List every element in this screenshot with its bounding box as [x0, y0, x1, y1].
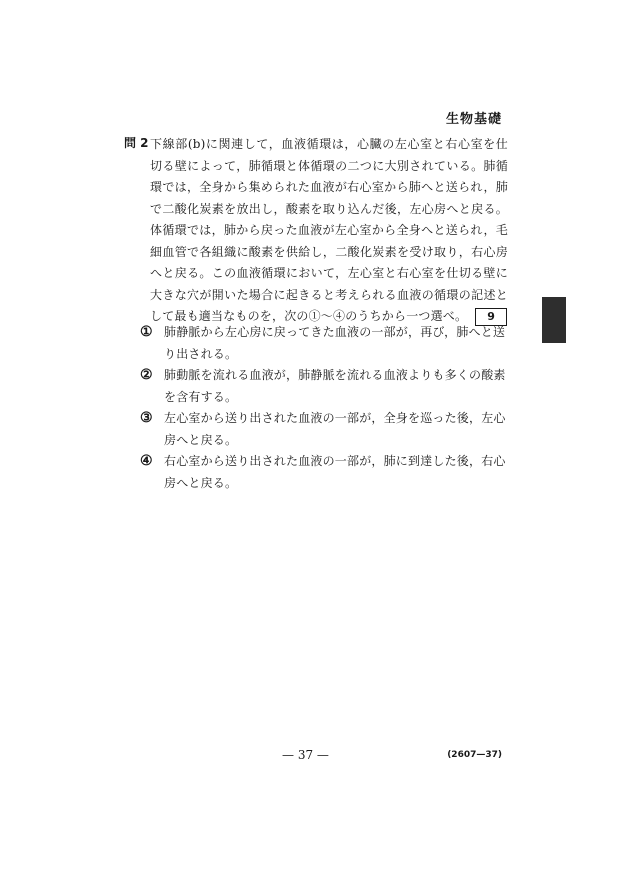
choice-item[interactable] [140, 322, 510, 365]
choice-text: 左心室から送り出された血液の一部が，全身を巡った後，左心房へと戻る。 [164, 411, 506, 447]
page-number: — 37 — [282, 748, 329, 762]
question-text [150, 134, 508, 328]
choice-item[interactable] [140, 408, 510, 451]
choice-number: ① [140, 324, 153, 340]
choice-text: 右心室から送り出された血液の一部が，肺に到達した後，右心房へと戻る。 [164, 454, 506, 490]
question-label: 問 2 [124, 136, 149, 150]
page-code: (2607—37) [447, 750, 502, 760]
choice-number: ② [140, 367, 153, 383]
section-tab-marker [542, 297, 566, 343]
answer-box[interactable]: 9 [475, 308, 507, 326]
choice-item[interactable] [140, 365, 510, 408]
choice-number: ④ [140, 453, 153, 469]
question-body: 下線部(b)に関連して，血液循環は，心臓の左心室と右心室を仕切る壁によって，肺循環と体循環の二つに大別されている。肺循環では，全身から集められた血液が右心室から肺へと送られ，肺で二酸化炭素を放出し，酸素を取り込んだ後，左心房へと戻る。体循環では，肺から戻った血液が左心室から全身へと送られ，毛細血管で各組織に酸素を供給し，二酸化炭素を受け取り，右心房へと戻る。この血液循環において，左心室と右心室を仕切る壁に大きな穴が開いた場合に起きると考えられる血液の循環の記述として最も適当なものを，次の①～④のうちから一つ選べ。 [150, 137, 508, 323]
choice-number: ③ [140, 410, 153, 426]
choice-text: 肺静脈から左心房に戻ってきた血液の一部が，再び，肺へと送り出される。 [164, 325, 506, 361]
subject-header: 生物基礎 [445, 112, 502, 127]
choice-text: 肺動脈を流れる血液が，肺静脈を流れる血液よりも多くの酸素を含有する。 [164, 368, 506, 404]
choices-list [140, 322, 510, 494]
choice-item[interactable] [140, 451, 510, 494]
question-block [124, 134, 508, 328]
